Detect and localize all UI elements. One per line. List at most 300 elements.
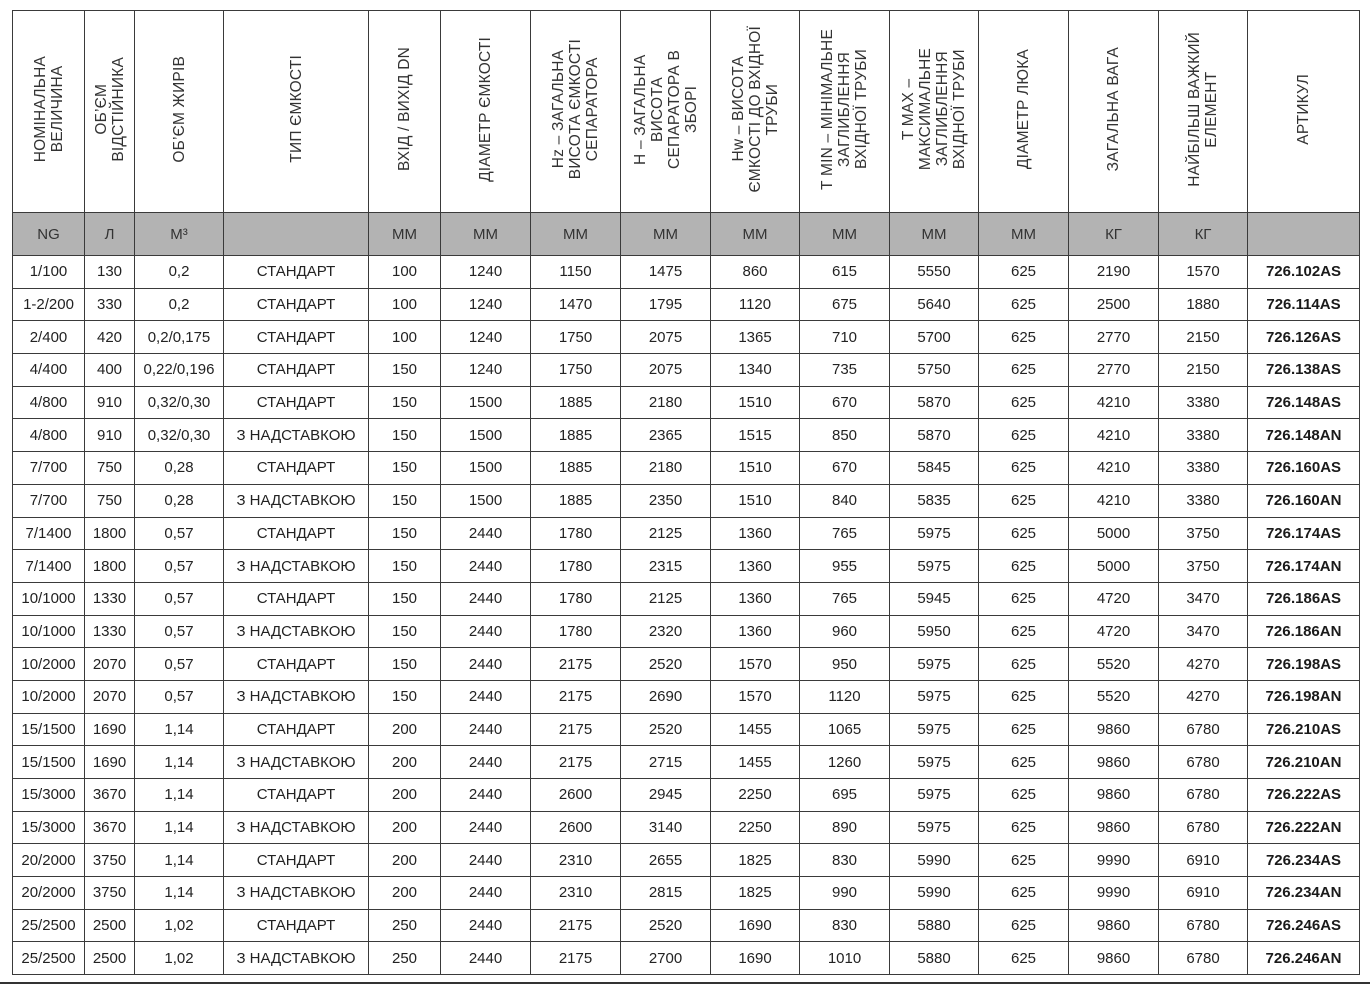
table-cell: 4720 xyxy=(1069,582,1159,615)
table-cell: СТАНДАРТ xyxy=(224,582,369,615)
column-unit xyxy=(224,213,369,256)
table-cell: 4270 xyxy=(1159,648,1248,681)
table-cell: 200 xyxy=(369,844,441,877)
column-header xyxy=(711,11,800,213)
column-unit: ММ xyxy=(890,213,979,256)
table-cell: 5520 xyxy=(1069,648,1159,681)
table-cell: 5975 xyxy=(890,811,979,844)
separator-spec-table xyxy=(12,10,1360,975)
column-header-label: ЗАГАЛЬНА ВАГА xyxy=(1105,46,1122,172)
table-cell: 1885 xyxy=(531,484,621,517)
table-row xyxy=(13,321,1360,354)
article-number-cell: 726.234AS xyxy=(1248,844,1360,877)
table-cell: 1,02 xyxy=(135,942,224,975)
table-cell: 330 xyxy=(85,288,135,321)
table-cell: 1470 xyxy=(531,288,621,321)
table-cell: 625 xyxy=(979,942,1069,975)
table-cell: 625 xyxy=(979,746,1069,779)
column-header-label: T MAX – МАКСИМАЛЬНЕ ЗАГЛИБЛЕННЯ ВХІДНОЇ ТРУБИ xyxy=(900,47,968,171)
table-cell: 130 xyxy=(85,256,135,289)
table-cell: 1240 xyxy=(441,288,531,321)
table-row xyxy=(13,452,1360,485)
column-header-label: НОМІНАЛЬНА ВЕЛИЧИНА xyxy=(31,55,66,163)
table-cell: 5975 xyxy=(890,648,979,681)
table-cell: 2320 xyxy=(621,615,711,648)
table-cell: 2715 xyxy=(621,746,711,779)
column-unit: Л xyxy=(85,213,135,256)
table-cell: 0,2 xyxy=(135,256,224,289)
table-cell: 400 xyxy=(85,354,135,387)
table-cell: 1120 xyxy=(711,288,800,321)
table-cell: 2250 xyxy=(711,811,800,844)
table-cell: 1510 xyxy=(711,452,800,485)
table-cell: 3750 xyxy=(85,844,135,877)
article-number-cell: 726.102AS xyxy=(1248,256,1360,289)
table-cell: 0,57 xyxy=(135,582,224,615)
table-cell: 6780 xyxy=(1159,713,1248,746)
table-cell: 2075 xyxy=(621,321,711,354)
table-cell: 3380 xyxy=(1159,452,1248,485)
table-cell: 2655 xyxy=(621,844,711,877)
table-cell: 0,32/0,30 xyxy=(135,419,224,452)
table-cell: 150 xyxy=(369,354,441,387)
article-number-cell: 726.174AS xyxy=(1248,517,1360,550)
table-cell: 10/2000 xyxy=(13,680,85,713)
article-number-cell: 726.246AS xyxy=(1248,909,1360,942)
article-number-cell: 726.186AS xyxy=(1248,582,1360,615)
table-cell: 3750 xyxy=(85,877,135,910)
table-cell: 6910 xyxy=(1159,877,1248,910)
table-cell: 2440 xyxy=(441,713,531,746)
table-cell: 200 xyxy=(369,877,441,910)
article-number-cell: 726.198AN xyxy=(1248,680,1360,713)
table-cell: СТАНДАРТ xyxy=(224,256,369,289)
table-cell: 3470 xyxy=(1159,615,1248,648)
table-cell: 5990 xyxy=(890,844,979,877)
table-cell: 1240 xyxy=(441,256,531,289)
table-cell: 5870 xyxy=(890,419,979,452)
table-cell: 1455 xyxy=(711,713,800,746)
table-cell: 9990 xyxy=(1069,877,1159,910)
table-cell: 2125 xyxy=(621,517,711,550)
table-cell: 1010 xyxy=(800,942,890,975)
table-cell: 1800 xyxy=(85,550,135,583)
table-cell: 625 xyxy=(979,582,1069,615)
table-cell: СТАНДАРТ xyxy=(224,321,369,354)
table-cell: 1750 xyxy=(531,321,621,354)
column-header xyxy=(890,11,979,213)
table-cell: 2500 xyxy=(1069,288,1159,321)
table-cell: 150 xyxy=(369,419,441,452)
table-cell: 1690 xyxy=(711,909,800,942)
column-header xyxy=(224,11,369,213)
table-cell: 625 xyxy=(979,354,1069,387)
table-cell: 2/400 xyxy=(13,321,85,354)
table-cell: 830 xyxy=(800,844,890,877)
table-cell: 1515 xyxy=(711,419,800,452)
table-cell: 100 xyxy=(369,321,441,354)
column-unit: ММ xyxy=(621,213,711,256)
table-cell: 625 xyxy=(979,288,1069,321)
article-number-cell: 726.246AN xyxy=(1248,942,1360,975)
table-cell: СТАНДАРТ xyxy=(224,909,369,942)
column-header xyxy=(441,11,531,213)
table-cell: 4/400 xyxy=(13,354,85,387)
column-unit: КГ xyxy=(1069,213,1159,256)
table-cell: 9990 xyxy=(1069,844,1159,877)
table-cell: З НАДСТАВКОЮ xyxy=(224,550,369,583)
table-cell: 3750 xyxy=(1159,550,1248,583)
table-cell: 625 xyxy=(979,484,1069,517)
table-cell: 200 xyxy=(369,811,441,844)
table-cell: 150 xyxy=(369,615,441,648)
table-cell: 5975 xyxy=(890,550,979,583)
table-cell: 1510 xyxy=(711,484,800,517)
table-cell: 4720 xyxy=(1069,615,1159,648)
table-cell: 765 xyxy=(800,517,890,550)
table-cell: 3380 xyxy=(1159,484,1248,517)
table-cell: 1880 xyxy=(1159,288,1248,321)
bottom-rule xyxy=(0,982,1370,984)
table-row xyxy=(13,779,1360,812)
article-number-cell: 726.148AS xyxy=(1248,386,1360,419)
table-cell: 100 xyxy=(369,288,441,321)
column-unit: ММ xyxy=(531,213,621,256)
table-cell: 10/1000 xyxy=(13,615,85,648)
table-cell: 200 xyxy=(369,779,441,812)
table-cell: СТАНДАРТ xyxy=(224,648,369,681)
table-cell: 4/800 xyxy=(13,419,85,452)
table-cell: 4/800 xyxy=(13,386,85,419)
table-cell: 10/1000 xyxy=(13,582,85,615)
table-cell: 3670 xyxy=(85,811,135,844)
table-cell: 2075 xyxy=(621,354,711,387)
column-header-label: АРТИКУЛ xyxy=(1295,73,1312,145)
table-cell: 2520 xyxy=(621,909,711,942)
table-cell: 615 xyxy=(800,256,890,289)
table-cell: СТАНДАРТ xyxy=(224,713,369,746)
table-cell: 1825 xyxy=(711,844,800,877)
article-number-cell: 726.222AS xyxy=(1248,779,1360,812)
table-cell: 1690 xyxy=(711,942,800,975)
table-cell: 4210 xyxy=(1069,484,1159,517)
table-row xyxy=(13,844,1360,877)
table-cell: 150 xyxy=(369,386,441,419)
table-cell: СТАНДАРТ xyxy=(224,288,369,321)
table-cell: З НАДСТАВКОЮ xyxy=(224,484,369,517)
table-cell: 2175 xyxy=(531,746,621,779)
column-unit xyxy=(1248,213,1360,256)
table-cell: 960 xyxy=(800,615,890,648)
table-cell: 2500 xyxy=(85,909,135,942)
table-cell: 6780 xyxy=(1159,942,1248,975)
table-cell: 2440 xyxy=(441,550,531,583)
table-cell: 830 xyxy=(800,909,890,942)
table-cell: 4210 xyxy=(1069,386,1159,419)
table-cell: 2440 xyxy=(441,877,531,910)
table-row xyxy=(13,648,1360,681)
table-cell: 2070 xyxy=(85,648,135,681)
table-cell: 1500 xyxy=(441,452,531,485)
table-cell: 625 xyxy=(979,452,1069,485)
table-cell: 7/700 xyxy=(13,452,85,485)
table-cell: 5950 xyxy=(890,615,979,648)
table-cell: 2440 xyxy=(441,680,531,713)
table-cell: 625 xyxy=(979,321,1069,354)
column-unit: ММ xyxy=(711,213,800,256)
table-cell: 2440 xyxy=(441,909,531,942)
table-cell: 5975 xyxy=(890,517,979,550)
table-cell: 2175 xyxy=(531,942,621,975)
table-cell: 1360 xyxy=(711,517,800,550)
table-cell: 5750 xyxy=(890,354,979,387)
table-cell: 1,14 xyxy=(135,844,224,877)
column-unit: NG xyxy=(13,213,85,256)
table-cell: 1/100 xyxy=(13,256,85,289)
table-cell: 150 xyxy=(369,550,441,583)
table-cell: 625 xyxy=(979,713,1069,746)
table-cell: 625 xyxy=(979,877,1069,910)
table-row xyxy=(13,680,1360,713)
table-cell: 670 xyxy=(800,452,890,485)
column-header-label: ОБ’ЄМ ЖИРІВ xyxy=(170,55,188,163)
table-cell: 625 xyxy=(979,419,1069,452)
table-cell: 625 xyxy=(979,811,1069,844)
column-header xyxy=(13,11,85,213)
table-cell: СТАНДАРТ xyxy=(224,386,369,419)
column-header-label: ОБ’ЄМ ВІДСТІЙНИКА xyxy=(92,56,127,162)
table-cell: 1,02 xyxy=(135,909,224,942)
column-header xyxy=(979,11,1069,213)
table-cell: 5880 xyxy=(890,942,979,975)
column-unit: ММ xyxy=(441,213,531,256)
table-cell: 150 xyxy=(369,582,441,615)
table-row xyxy=(13,419,1360,452)
table-row xyxy=(13,877,1360,910)
article-number-cell: 726.210AS xyxy=(1248,713,1360,746)
table-cell: 20/2000 xyxy=(13,844,85,877)
table-cell: 6780 xyxy=(1159,779,1248,812)
table-cell: 1500 xyxy=(441,419,531,452)
table-cell: 2600 xyxy=(531,779,621,812)
table-cell: 2150 xyxy=(1159,321,1248,354)
table-cell: 2315 xyxy=(621,550,711,583)
table-cell: 1570 xyxy=(1159,256,1248,289)
table-cell: 1330 xyxy=(85,615,135,648)
table-cell: 5870 xyxy=(890,386,979,419)
table-cell: 4210 xyxy=(1069,452,1159,485)
table-cell: 6780 xyxy=(1159,811,1248,844)
table-cell: 765 xyxy=(800,582,890,615)
article-number-cell: 726.148AN xyxy=(1248,419,1360,452)
table-cell: 3470 xyxy=(1159,582,1248,615)
table-cell: 20/2000 xyxy=(13,877,85,910)
table-cell: 1360 xyxy=(711,582,800,615)
table-cell: 10/2000 xyxy=(13,648,85,681)
article-number-cell: 726.174AN xyxy=(1248,550,1360,583)
table-row xyxy=(13,550,1360,583)
table-cell: 2700 xyxy=(621,942,711,975)
column-unit: ММ xyxy=(979,213,1069,256)
article-number-cell: 726.198AS xyxy=(1248,648,1360,681)
table-cell: 5845 xyxy=(890,452,979,485)
table-row xyxy=(13,713,1360,746)
table-cell: 0,2/0,175 xyxy=(135,321,224,354)
table-row xyxy=(13,811,1360,844)
column-header xyxy=(1069,11,1159,213)
table-cell: 3380 xyxy=(1159,419,1248,452)
table-cell: 2175 xyxy=(531,909,621,942)
table-cell: 5520 xyxy=(1069,680,1159,713)
table-cell: 5975 xyxy=(890,779,979,812)
table-cell: 625 xyxy=(979,615,1069,648)
table-cell: 5000 xyxy=(1069,517,1159,550)
table-cell: 15/1500 xyxy=(13,713,85,746)
table-cell: 1500 xyxy=(441,484,531,517)
table-cell: 625 xyxy=(979,844,1069,877)
table-row xyxy=(13,354,1360,387)
article-number-cell: 726.126AS xyxy=(1248,321,1360,354)
table-cell: 6910 xyxy=(1159,844,1248,877)
table-cell: 1,14 xyxy=(135,746,224,779)
table-cell: З НАДСТАВКОЮ xyxy=(224,811,369,844)
table-cell: З НАДСТАВКОЮ xyxy=(224,746,369,779)
column-header-label: ДІАМЕТР ЛЮКА xyxy=(1015,48,1032,170)
table-cell: 2440 xyxy=(441,811,531,844)
table-cell: 7/1400 xyxy=(13,550,85,583)
table-cell: 1750 xyxy=(531,354,621,387)
table-cell: 2440 xyxy=(441,648,531,681)
table-cell: 9860 xyxy=(1069,811,1159,844)
table-cell: 1240 xyxy=(441,321,531,354)
article-number-cell: 726.160AN xyxy=(1248,484,1360,517)
table-body xyxy=(13,256,1360,975)
table-cell: 1065 xyxy=(800,713,890,746)
table-cell: 2175 xyxy=(531,648,621,681)
table-cell: 1510 xyxy=(711,386,800,419)
table-row xyxy=(13,256,1360,289)
column-header xyxy=(369,11,441,213)
table-cell: 625 xyxy=(979,648,1069,681)
column-header xyxy=(1159,11,1248,213)
table-row xyxy=(13,942,1360,975)
table-cell: 5880 xyxy=(890,909,979,942)
table-cell: 15/3000 xyxy=(13,779,85,812)
table-cell: 2350 xyxy=(621,484,711,517)
table-cell: 5550 xyxy=(890,256,979,289)
table-cell: 250 xyxy=(369,909,441,942)
column-unit: М³ xyxy=(135,213,224,256)
table-cell: 2440 xyxy=(441,779,531,812)
table-cell: 1795 xyxy=(621,288,711,321)
table-cell: 2250 xyxy=(711,779,800,812)
table-cell: 2945 xyxy=(621,779,711,812)
table-cell: 5975 xyxy=(890,746,979,779)
table-cell: 3670 xyxy=(85,779,135,812)
table-cell: 7/1400 xyxy=(13,517,85,550)
table-cell: 250 xyxy=(369,942,441,975)
table-cell: 735 xyxy=(800,354,890,387)
article-number-cell: 726.210AN xyxy=(1248,746,1360,779)
table-cell: 625 xyxy=(979,680,1069,713)
table-cell: 2150 xyxy=(1159,354,1248,387)
table-cell: 1,14 xyxy=(135,713,224,746)
table-cell: 2310 xyxy=(531,844,621,877)
table-row xyxy=(13,484,1360,517)
table-cell: 2600 xyxy=(531,811,621,844)
table-cell: 2815 xyxy=(621,877,711,910)
table-cell: 1690 xyxy=(85,746,135,779)
table-cell: З НАДСТАВКОЮ xyxy=(224,877,369,910)
table-row xyxy=(13,582,1360,615)
table-cell: 1780 xyxy=(531,582,621,615)
table-row xyxy=(13,615,1360,648)
table-cell: 3750 xyxy=(1159,517,1248,550)
table-cell: 5640 xyxy=(890,288,979,321)
column-header-label: Hz – ЗАГАЛЬНА ВИСОТА ЄМКОСТІ СЕПАРАТОРА xyxy=(550,38,601,180)
table-cell: 4270 xyxy=(1159,680,1248,713)
table-cell: 0,22/0,196 xyxy=(135,354,224,387)
table-cell: СТАНДАРТ xyxy=(224,517,369,550)
table-cell: 910 xyxy=(85,386,135,419)
product-spec-table-wrapper xyxy=(12,10,1359,975)
table-row xyxy=(13,746,1360,779)
table-cell: 2440 xyxy=(441,942,531,975)
table-cell: 1885 xyxy=(531,419,621,452)
table-cell: 150 xyxy=(369,680,441,713)
table-cell: 1240 xyxy=(441,354,531,387)
table-cell: 1885 xyxy=(531,386,621,419)
table-cell: 5975 xyxy=(890,680,979,713)
table-cell: 0,57 xyxy=(135,517,224,550)
article-number-cell: 726.138AS xyxy=(1248,354,1360,387)
column-header xyxy=(621,11,711,213)
table-cell: 6780 xyxy=(1159,746,1248,779)
table-cell: 2180 xyxy=(621,452,711,485)
table-cell: 1885 xyxy=(531,452,621,485)
table-cell: 6780 xyxy=(1159,909,1248,942)
table-cell: 2440 xyxy=(441,517,531,550)
table-cell: 750 xyxy=(85,484,135,517)
table-cell: 890 xyxy=(800,811,890,844)
column-header xyxy=(1248,11,1360,213)
table-cell: 5835 xyxy=(890,484,979,517)
table-cell: 200 xyxy=(369,746,441,779)
table-cell: 0,57 xyxy=(135,550,224,583)
table-cell: 625 xyxy=(979,550,1069,583)
table-cell: 2690 xyxy=(621,680,711,713)
table-cell: 1475 xyxy=(621,256,711,289)
table-cell: 2070 xyxy=(85,680,135,713)
table-cell: СТАНДАРТ xyxy=(224,779,369,812)
table-row xyxy=(13,386,1360,419)
table-cell: 420 xyxy=(85,321,135,354)
table-cell: 710 xyxy=(800,321,890,354)
table-cell: 15/3000 xyxy=(13,811,85,844)
table-cell: 625 xyxy=(979,517,1069,550)
table-cell: СТАНДАРТ xyxy=(224,354,369,387)
table-cell: 7/700 xyxy=(13,484,85,517)
table-cell: 1455 xyxy=(711,746,800,779)
table-cell: 2520 xyxy=(621,648,711,681)
table-cell: 9860 xyxy=(1069,909,1159,942)
table-cell: 5990 xyxy=(890,877,979,910)
table-cell: 1780 xyxy=(531,615,621,648)
table-cell: 955 xyxy=(800,550,890,583)
table-cell: 1780 xyxy=(531,517,621,550)
table-cell: 2440 xyxy=(441,844,531,877)
table-cell: 1120 xyxy=(800,680,890,713)
